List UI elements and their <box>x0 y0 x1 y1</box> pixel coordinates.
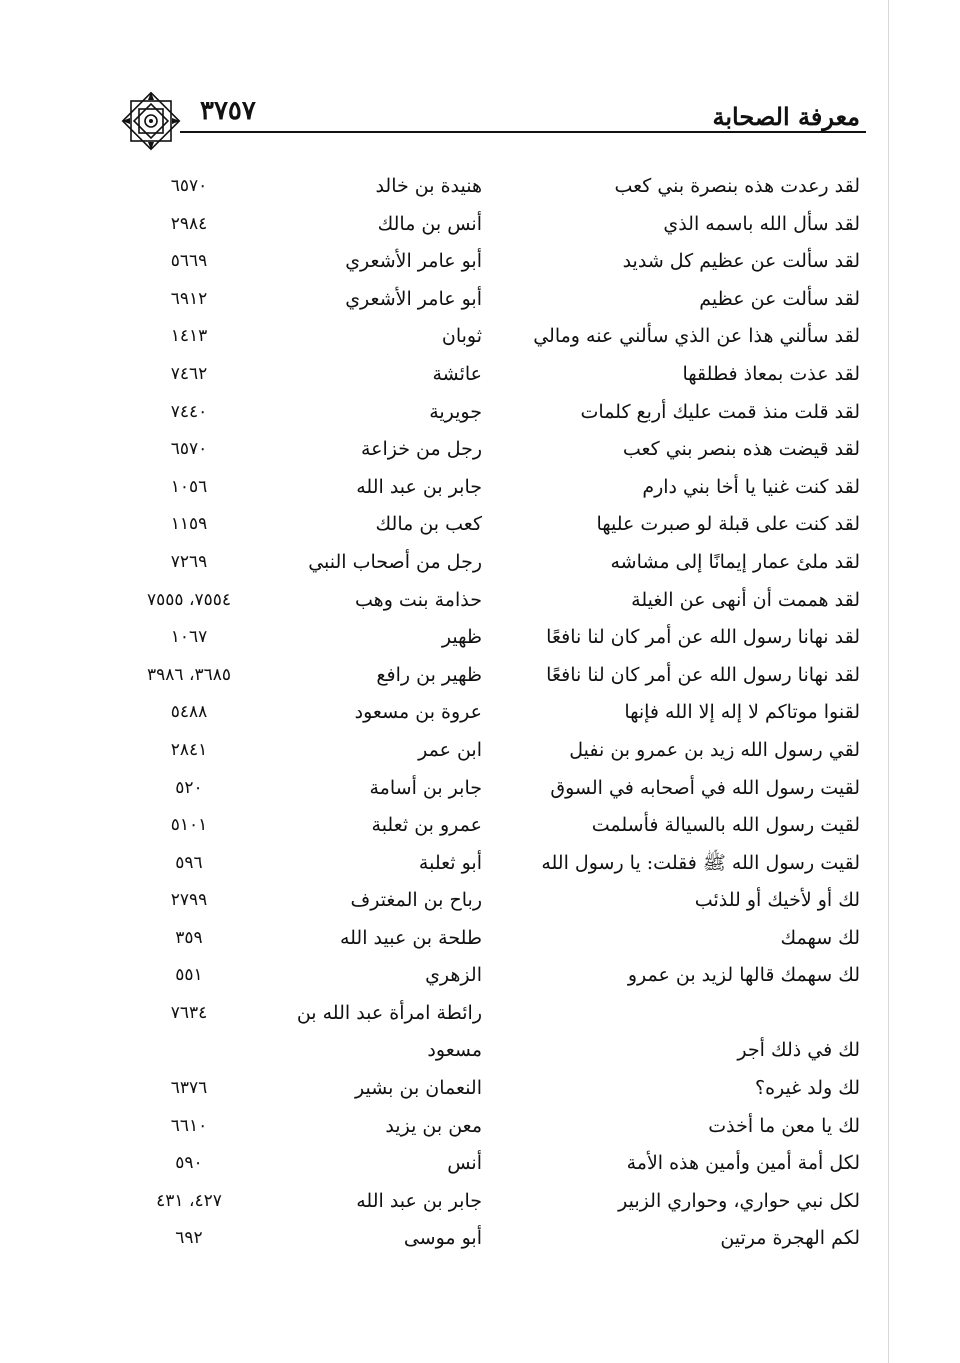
hadith-numbers: ٥١٠١ <box>170 815 208 836</box>
hadith-phrase: لقد سألني هذا عن الذي سألني عنه ومالي <box>533 325 860 348</box>
running-title: معرفة الصحابة <box>712 102 860 131</box>
hadith-phrase: لقيت رسول الله ﷺ فقلت: يا رسول الله <box>541 851 860 874</box>
index-entry-row <box>0 657 960 695</box>
index-entry-row <box>0 281 960 319</box>
narrator-name: أبو عامر الأشعري <box>345 250 482 273</box>
hadith-numbers: ٥٥١ <box>175 965 203 986</box>
hadith-phrase: لقي رسول الله زيد بن عمرو بن نفيل <box>569 738 860 761</box>
index-entry-row <box>0 807 960 845</box>
index-entry-row <box>0 1070 960 1108</box>
narrator-name: جابر بن عبد الله <box>356 1189 482 1212</box>
hadith-numbers: ٣٦٨٥، ٣٩٨٦ <box>147 664 231 685</box>
narrator-name-continued: مسعود <box>427 1039 482 1062</box>
index-entry-row <box>0 920 960 958</box>
hadith-numbers: ٧٤٦٢ <box>170 363 208 384</box>
hadith-phrase: لقد سأل الله باسمه الذي <box>663 212 860 235</box>
header-rule <box>180 131 866 133</box>
index-entry-row <box>0 206 960 244</box>
narrator-name: ظهير <box>441 626 482 649</box>
hadith-numbers: ٦٥٧٠ <box>170 176 208 196</box>
hadith-numbers: ٧٦٣٤ <box>170 1003 208 1024</box>
hadith-numbers: ٧٢٦٩ <box>170 551 208 572</box>
hadith-phrase: لقد كنت غنيا يا أخا بني دارم <box>642 475 860 498</box>
narrator-name: عائشة <box>432 362 482 385</box>
index-entry-row <box>0 1145 960 1183</box>
narrator-name: عمرو بن ثعلبة <box>371 814 482 837</box>
narrator-name: أبو ثعلبة <box>418 851 482 874</box>
narrator-name: ظهير بن رافع <box>376 663 482 686</box>
index-entry-row <box>0 243 960 281</box>
hadith-numbers: ٥٩٠ <box>175 1153 203 1174</box>
hadith-numbers: ٦٥٧٠ <box>170 439 208 460</box>
hadith-numbers: ٦٩٢ <box>175 1228 203 1249</box>
hadith-phrase: لك سهمك قالها لزيد بن عمرو <box>627 964 860 987</box>
hadith-numbers: ٤٢٧، ٤٣١ <box>156 1190 222 1211</box>
hadith-phrase: لقد نهانا رسول الله عن أمر كان لنا نافعًا <box>546 663 860 686</box>
hadith-numbers: ٢٧٩٩ <box>170 890 208 911</box>
index-entry-row <box>0 845 960 883</box>
index-entry-row <box>0 770 960 808</box>
narrator-name: أبو موسى <box>403 1227 482 1250</box>
hadith-phrase: لك أو لأخيك أو للذئب <box>694 889 860 912</box>
hadith-numbers: ٥٩٦ <box>175 852 203 873</box>
index-entry-row <box>0 694 960 732</box>
hadith-phrase: لقد هممت أن أنهى عن الغيلة <box>631 588 860 611</box>
hadith-numbers: ١٠٥٦ <box>170 476 208 497</box>
index-entry-row <box>0 1220 960 1258</box>
index-entry-row <box>0 957 960 995</box>
hadith-phrase: لقيت رسول الله في أصحابه في السوق <box>550 776 860 799</box>
index-entries-list <box>0 168 960 1258</box>
index-entry-row <box>0 1108 960 1146</box>
hadith-numbers: ١٤١٣ <box>170 326 208 347</box>
narrator-name: أبو عامر الأشعري <box>345 287 482 310</box>
narrator-name: ثوبان <box>441 325 482 348</box>
hadith-phrase: لقد ملئ عمار إيمانًا إلى مشاشه <box>610 550 860 573</box>
narrator-name: ابن عمر <box>418 738 482 761</box>
hadith-numbers: ٦٣٧٦ <box>170 1078 208 1099</box>
hadith-numbers: ٦٩١٢ <box>170 288 208 309</box>
index-entry-row <box>0 1183 960 1221</box>
hadith-numbers: ٢٨٤١ <box>170 739 208 760</box>
hadith-phrase: لك في ذلك أجر <box>737 1039 860 1062</box>
hadith-phrase: لكم الهجرة مرتين <box>720 1227 860 1250</box>
hadith-phrase: لقيت رسول الله بالسيالة فأسلمت <box>591 814 860 837</box>
narrator-name: عروة بن مسعود <box>354 701 482 724</box>
narrator-name: كعب بن مالك <box>375 513 482 536</box>
index-entry-row <box>0 356 960 394</box>
hadith-phrase: لك ولد غيره؟ <box>754 1077 860 1100</box>
narrator-name: طلحة بن عبيد الله <box>339 926 482 949</box>
index-entry-row <box>0 619 960 657</box>
index-entry-row <box>0 469 960 507</box>
hadith-phrase: لكل أمة أمين وأمين هذه الأمة <box>626 1152 860 1175</box>
narrator-name: جويرية <box>429 400 482 423</box>
hadith-numbers: ١١٥٩ <box>170 514 208 535</box>
geometric-star-ornament-icon <box>118 88 184 154</box>
index-entry-row <box>0 882 960 920</box>
index-entry-row <box>0 995 960 1070</box>
hadith-numbers: ٧٥٥٤، ٧٥٥٥ <box>147 589 231 610</box>
hadith-phrase: لك سهمك <box>780 926 860 949</box>
hadith-phrase: لقد قيضت هذه بنصر بني كعب <box>622 438 860 461</box>
index-entry-row <box>0 394 960 432</box>
narrator-name: أنس بن مالك <box>377 212 482 235</box>
hadith-phrase: لقد عذت بمعاذ فطلقها <box>682 362 860 385</box>
hadith-phrase: لقد قلت منذ قمت عليك أربع كلمات <box>580 400 860 423</box>
hadith-phrase: لك يا معن ما أخذت <box>708 1114 860 1137</box>
narrator-name: الزهري <box>425 964 482 987</box>
hadith-phrase: لقد نهانا رسول الله عن أمر كان لنا نافعًا <box>546 626 860 649</box>
hadith-numbers: ١٠٦٧ <box>170 627 208 648</box>
index-entry-row <box>0 506 960 544</box>
hadith-numbers: ٣٥٩ <box>175 927 203 948</box>
narrator-name: حذامة بنت وهب <box>355 588 482 611</box>
page-header <box>118 88 866 168</box>
index-entry-row <box>0 168 960 206</box>
hadith-phrase: لقد رعدت هذه بنصرة بني كعب <box>614 175 860 197</box>
hadith-numbers: ٥٢٠ <box>175 777 203 798</box>
hadith-phrase: لقد كنت على قبلة لو صبرت عليها <box>596 513 860 536</box>
hadith-numbers: ٦٦١٠ <box>170 1115 208 1136</box>
narrator-name: رجل من أصحاب النبي <box>308 550 482 573</box>
index-entry-row <box>0 544 960 582</box>
hadith-phrase: لقنوا موتاكم لا إله إلا الله فإنها <box>624 701 860 724</box>
narrator-name: أنس <box>447 1152 482 1175</box>
hadith-numbers: ٢٩٨٤ <box>170 213 208 234</box>
hadith-phrase: لقد سألت عن عظيم كل شديد <box>622 250 860 273</box>
index-entry-row <box>0 431 960 469</box>
narrator-name: رباح بن المغترف <box>350 889 482 912</box>
index-entry-row <box>0 318 960 356</box>
page-number: ٣٧٥٧ <box>200 96 256 126</box>
hadith-numbers: ٥٤٨٨ <box>170 702 208 723</box>
narrator-name: النعمان بن بشير <box>355 1077 482 1100</box>
narrator-name: جابر بن أسامة <box>369 776 482 799</box>
narrator-name: جابر بن عبد الله <box>356 475 482 498</box>
index-entry-row <box>0 582 960 620</box>
hadith-phrase: لكل نبي حواري، وحواري الزبير <box>618 1189 860 1212</box>
narrator-name: رجل من خزاعة <box>360 438 482 461</box>
index-entry-row <box>0 732 960 770</box>
narrator-name: رائطة امرأة عبد الله بن <box>296 1002 482 1025</box>
hadith-numbers: ٥٦٦٩ <box>170 251 208 272</box>
hadith-phrase: لقد سألت عن عظيم <box>699 287 860 310</box>
narrator-name: هنيدة بن خالد <box>375 175 482 197</box>
hadith-numbers: ٧٤٤٠ <box>170 401 208 422</box>
narrator-name: معن بن يزيد <box>385 1114 482 1137</box>
